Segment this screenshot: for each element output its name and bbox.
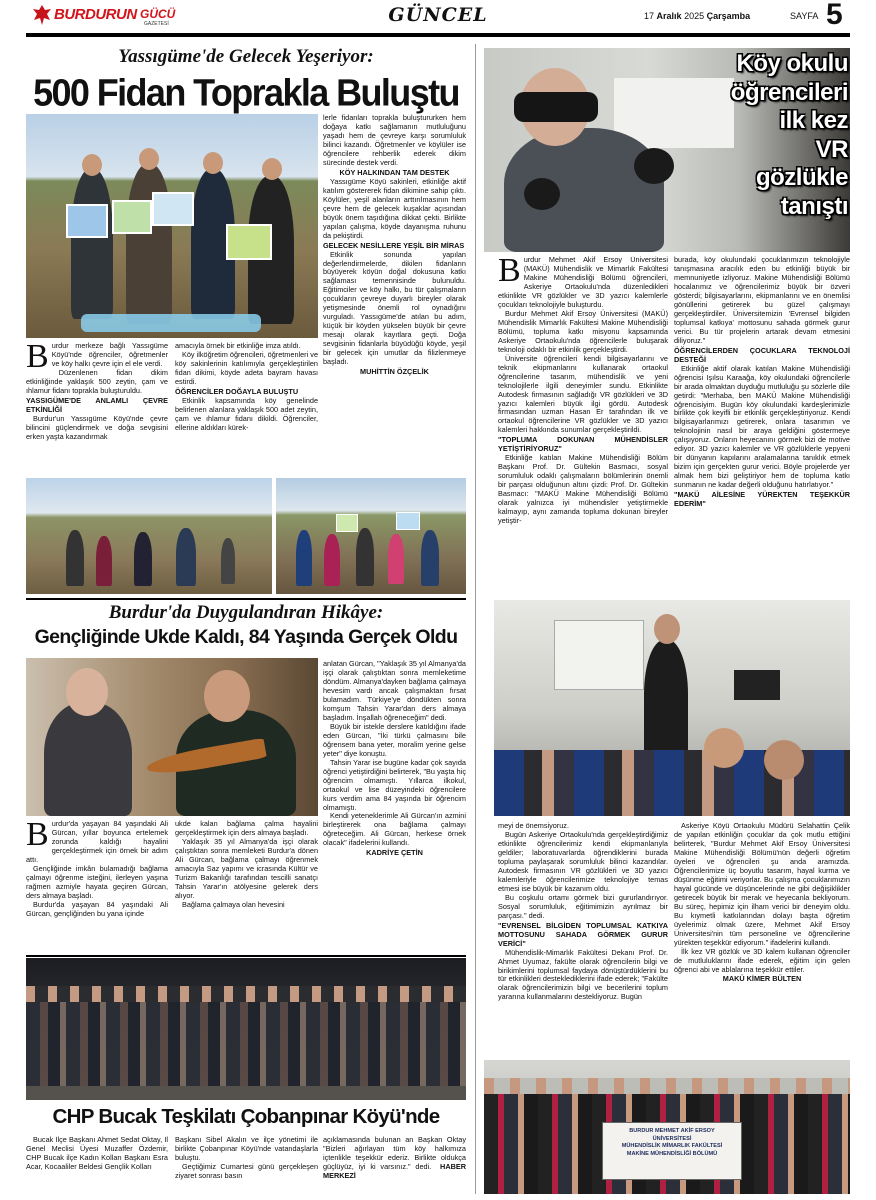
children-with-signs-photo <box>276 478 466 594</box>
article1-column-2: amacıyla örnek bir etkinliğe imza atıldı. Köy ilköğretim öğrencileri, öğretmenleri ve köy sakinlerinin katılımıyla gerçekleştirilen fidan dikimi, köyde adeta bayram havası estirdi. ÖĞRENCİLER DOĞAYLA BULUŞTU Etkinlik kapsamında köy genelinde belirlenen alanlara yaklaşık 500 adet zeytin, çam ve ıhlamur fidanı dikildi. Öğrenciler, ellerine aldıkları kürek- <box>175 342 318 432</box>
sign-3 <box>152 192 194 226</box>
dropcap: B <box>26 820 49 853</box>
dropcap: B <box>498 256 521 289</box>
article-headline[interactable]: Gençliğinde Ukde Kaldı, 84 Yaşında Gerçek Oldu <box>34 626 458 648</box>
date-day: 17 <box>644 11 655 21</box>
sign-4 <box>226 224 272 260</box>
article4-column-3: meyi de önemsiyoruz. Bugün Askeriye Ortaokulu'nda gerçekleştirdiğimiz etkinlikte öğrencilerimiz kendi ekipmanlarıyla geldiler; laboratuvarlarda öğrendiklerini burada topluma paylaşarak sorumluluk bilinci kazandılar. Autodesk firmasının VR gözlükleri ve 3D yazıcı kalemleriyle öğrencilerimize teknolojiye temas etmesi ise büyük bir kazanım oldu. Bu coşkulu ortamı görmek bizi gururlandırıyor. Sosyal sorumluluk, eğitimimizin ayrılmaz bir parçası." dedi. "EVRENSEL BİLGİDEN TOPLUMSAL KATKIYA MOTTOSUNU SAHADA GÖRMEK GURUR VERİCİ" Mühendislik-Mimarlık Fakültesi Dekanı Prof. Dr. Ahmet Uyumaz, fakülte olarak öğrencilerin bilgi ve birikimlerini toplumsal faydaya dönüştürdüklerini bu tür etkinlikleri desteklediklerini ifade ederek; "Fakülte olarak öğrencilerimizin bilgi ve becerilerini toplum yararına kullanmalarını destekliyoruz. Bugün <box>498 822 668 1002</box>
article2-column-3: anlatan Gürcan, "Yaklaşık 35 yıl Almanya'da işçi olarak çalıştıktan sonra memleketime döndüm. Almanya'dayken bağlama çalmaya hevesim vardı ancak çalışmaktan fırsat bulamadım. Türkiye'ye döndükten sonra komşum Tahsin Yarar'dan ders almaya başladım. İnşallah öğreneceğim" dedi. Büyük bir istekle derslere katıldığını ifade eden Gürcan, "İki türkü çalmasını bile öğrensem bana yeter, moralim yerine gelse yeter" diye konuştu. Tahsin Yarar ise bugüne kadar çok sayıda öğrenci yetiştirdiğini belirterek, "Bu yaşta hiç öğrencim olmamıştı. Yıllarca ilkokul, ortaokul ve lise düzeyindeki öğrencilere kurs verdim ama 84 yaşında bir öğrencim olmamıştı. Kendi yeteneklerimle Ali Gürcan'ın azmini birleştirerek ona bağlama çalmayı öğreteceğim. Ali Gürcan, herkese örnek olacak" ifadelerini kullandı. KADRİYE ÇETİN <box>323 660 466 858</box>
article3-byline: HABER MERKEZİ <box>323 1161 466 1180</box>
vr-controller <box>634 148 674 184</box>
article1-column-3: lerle fidanları toprakla buluştururken hem doğaya katkı sağlamanın mutluluğunu yaşadı hem de çevreye karşı sorumluluk bilinci kazandı. Öğretmenler ve köylüler ise öğrencilere rehberlik ederek dikim sürecinde destek verdi. KÖY HALKINDAN TAM DESTEK Yassıgüme Köyü sakinleri, etkinliğe aktif katılım göstererek fidan dikimine sahip çıktı. Köylüler, yeşil alanların arttırılmasının hem çevre hem de gelecek kuşaklar açısından büyük önem taşıdığına dikkat çekti. Birlikte yapılan çalışma, köyde dayanışma ruhunu da pekiştirdi. GELECEK NESİLLERE YEŞİL BİR MİRAS Etkinlik sonunda yapılan değerlendirmelerde, dikilen fidanların büyüyerek köyün doğal dokusuna katkı sağlaması temennisinde bulunuldu. Eğitimciler ve köy halkı, bu tür çalışmaların çocukların çevreye duyarlı bireyler olarak yetişmesinde önemli rol oynadığını vurguladı. Yassıgüme'de atılan bu adım, küçük bir köyden yükselen büyük bir çevre mesajı olarak kayıtlara geçti. Doğa sevgisinin fidanlarla büyüdüğü köyde, yeşil bir gelecek için umutlar da filizlenmeye başladı. MUHİTTİN ÖZÇELİK <box>323 114 466 377</box>
article-chp-visit <box>26 958 466 1194</box>
issue-date <box>644 11 750 21</box>
article-vr-glasses <box>484 48 850 1194</box>
classroom-vr-photo <box>494 600 850 816</box>
article2-column-2: ukde kalan bağlama çalma hayalini gerçekleştirmek için ders almaya başladı. Yaklaşık 35 yıl Almanya'da işçi olarak çalıştıktan sonra memleketi Burdur'a dönen Ali Gürcan, bağlama çalmayı öğrenmek amacıyla Saz yapımı ve icrasında Kültür ve Turizm Bakanlığı tarafından tescilli sanatçı Tahsin Yarar'ın atölyesine gelerek ders alıyor. Bağlama çalmaya olan hevesini <box>175 820 318 909</box>
article4-column-1: B urdur Mehmet Akif Ersoy Üniversitesi (MAKÜ) Mühendislik ve Mimarlık Fakültesi Makine Mühendisliği Bölümü öğrencileri, Askeriye Ortaokulu'nda düzenledikleri etkinlikte VR gözlükler ve 3D yazıcı kalemlerle çocukları teknolojiyle buluşturdu. Burdur Mehmet Akif Ersoy Üniversitesi (MAKÜ) Mühendislik Mimarlık Fakültesi Makine Mühendisliği Bölümü, topluma katkı misyonu kapsamında Askeriye Ortaokulu'nda öğrencilerle buluşarak teknoloji odaklı bir etkinlik gerçekleştirdi. Üniversite öğrencileri kendi bilgisayarlarını ve teknik ekipmanlarını kullanarak ortaokul öğrencilerine tasarım, mühendislik ve yeni teknolojilerle ilgili deneyimler sundu. Etkinlikte Autodesk firmasının sağladığı VR gözlükleri ve 3D yazıcı kalemleri büyük ilgi gördü. Autodesk firmasından uzman Hasan Er tarafından ilk ve ortaokul öğrencilerine VR gözlükler ve 3D yazıcı kalemleri hakkında sunumlar gerçekleştirildi. "TOPLUMA DOKUNAN MÜHENDİSLER YETİŞTİRİYORUZ" Etkinliğe katılan Makine Mühendisliği Bölüm Başkanı Prof. Dr. Gültekin Basmacı, sosyal sorumluluk odaklı çalışmaların bölümlerinin önemli bir parçası olduğunun altını çizdi: Prof. Dr. Gültekin Basmacı: "MAKÜ Makine Mühendisliği Bölümü olarak yalnızca iyi mühendisler yetiştirmekle kalmayıp, aynı zamanda topluma dokunan bireyler yetiştir- <box>498 256 668 526</box>
article-kicker: Burdur'da Duygulandıran Hikâye: <box>108 602 384 623</box>
page-number: 5 <box>826 0 843 31</box>
date-weekday: Çarşamba <box>706 11 751 21</box>
music-lesson-photo <box>26 658 318 816</box>
vr-headline: Köy okulu öğrencileri ilk kez VR gözlükle tanıştı <box>730 50 848 220</box>
article-headline[interactable]: 500 Fidan Toprakla Buluştu <box>33 70 459 114</box>
page-label: SAYFA <box>790 11 819 21</box>
page-header <box>26 0 850 40</box>
logo-text: BURDURUN <box>54 6 137 23</box>
dropcap: B <box>26 342 49 375</box>
section-divider <box>26 598 466 600</box>
article3-column-3: açıklamasında bulunan an Başkan Oktay "Bizleri ağırlayan tüm köy halkımıza içtenlikle teşekkür ederiz. Birlikte oldukça güçlüyüz, iyi ki varsınız." dedi. HABER MERKEZİ <box>323 1136 466 1180</box>
article3-column-2: Başkanı Sibel Akalın ve ilçe yönetimi ile birlikte Çobanpınar Köyü'nde vatandaşlarla buluştu. Geçtiğimiz Cumartesi günü gerçekleşen ziyaret sonrası basın <box>175 1136 318 1180</box>
article3-column-1: Bucak İlçe Başkanı Ahmet Sedat Oktay, İl Genel Meclisi Üyesi Muzaffer Özdemir, CHP Bucak ilçe Kadın Kolları Başkanı Esra Acar, Kocaaliler Beldesi Gençlik Kolları <box>26 1136 168 1171</box>
article1-column-1: B urdur merkeze bağlı Yassıgüme Köyü'nde öğrenciler, öğretmenler ve köy halkı çevre için el ele verdi. Düzenlenen fidan dikim etkinliğinde yaklaşık 500 zeytin, çam ve ıhlamur fidanı toprakla buluşturuldu. YASSIGÜME'DE ANLAMLI ÇEVRE ETKİNLİĞİ Burdur'un Yassıgüme Köyü'nde çevre bilincini güçlendirmek ve doğa sevgisini erken yaşta kazandırmak <box>26 342 168 441</box>
header-rule <box>26 33 850 37</box>
article-headline[interactable]: CHP Bucak Teşkilatı Çobanpınar Köyü'nde <box>52 1105 440 1128</box>
vr-student-photo <box>484 48 850 252</box>
article-baglama-story <box>26 602 466 952</box>
article4-column-4: Askeriye Köyü Ortaokulu Müdürü Selahattin Çelik de yapılan etkinliğin çocuklar da çok mutlu ettiğini belirterek, "Burdur Mehmet Akif Ersoy Üniversitesi Makine Mühendisliği Bölümü'nün değerli öğretim üyeleri ve öğrencileri şu anda aramızda. Öğrencilerimize üç boyutlu tasarım, hayal kurma ve düşünme eğitimi veriyorlar. Bu çalışma çocuklarımızın hayal gücünde ve düşüncelerinde ne gibi değişiklikler getirecek büyük bir merak ve heyecanla bekliyorum. Bu süreç, hepimiz için ilham verici bir deneyim oldu. Bu kıymetli katkılarından dolayı başta öğretim üyelerimiz olmak üzere, Mehmet Akif Ersoy Üniversitesi'nin tüm personeline ve öğrencilerine yürekten teşekkür ediyorum." ifadelerini kullandı. İlk kez VR gözlük ve 3D kalem kullanan öğrenciler de mutluluklarını ifade ederek, eğitim için gelen öğrenci abi ve ablalarına teşekkür ettiler. MAKÜ KİMER BÜLTEN <box>674 822 850 984</box>
logo-subtitle: GAZETESİ <box>144 21 169 27</box>
logo-highlight: GÜCÜ <box>140 7 176 21</box>
article2-byline: KADRİYE ÇETİN <box>366 848 423 858</box>
section-title: GÜNCEL <box>388 4 488 26</box>
article2-column-1: B urdur'da yaşayan 84 yaşındaki Ali Gürcan, yıllar boyunca ertelemek zorunda kaldığı hayalini gerçekleştirmek için örnek bir adım attı. Gençliğinde imkân bulamadığı bağlama çalmayı öğrenme isteğini, ilerleyen yaşına rağmen azmiyle hayata geçiren Gürcan, ders almaya başladı. Burdur'da yaşayan 84 yaşındaki Ali Gürcan, gençliğinden bu yana içinde <box>26 820 168 918</box>
column-divider <box>475 44 476 1194</box>
article4-byline: MAKÜ KİMER BÜLTEN <box>722 974 802 984</box>
planting-field-photo <box>26 478 272 594</box>
department-group-photo <box>484 1060 850 1194</box>
date-month: Aralık <box>656 11 682 21</box>
sign-1 <box>66 204 108 238</box>
sign-2 <box>112 200 152 234</box>
chp-group-photo <box>26 958 466 1100</box>
tree-planting-group-photo <box>26 114 318 338</box>
date-year: 2025 <box>684 11 705 21</box>
university-banner: BURDUR MEHMET AKİF ERSOY ÜNİVERSİTESİ MÜHENDİSLİK MİMARLIK FAKÜLTESİ MAKİNE MÜHENDİSLİĞİ BÖLÜMÜ <box>602 1122 742 1180</box>
article1-byline: MUHİTTİN ÖZÇELİK <box>360 367 429 377</box>
article-kicker: Yassıgüme'de Gelecek Yeşeriyor: <box>118 46 374 67</box>
article4-column-2: burada, köy okulundaki çocuklarımızın teknolojiyle tanışmasına aracılık eden bu etkinliği büyük bir memnuniyetle izliyoruz. Makine Mühendisliği Bölümü hocalarımız ve öğrencilerimiz büyük bir özveri gösterdi; bilgisayarlarını, ekipmanlarını ve en önemlisi gönüllerini getirerek bu güzel çalışmayı gerçekleştirdiler. Üniversitemizin 'Evrensel bilgiden toplumsal katkıya' mottosunu sahada görmek gurur verici. Bu tür projelerin artarak devam etmesini diliyoruz." ÖĞRENCİLERDEN ÇOCUKLARA TEKNOLOJİ DESTEĞİ Etkinliğe aktif olarak katılan Makine Mühendisliği öğrencisi Işılsu Karaağa, köy okulundaki öğrencilerle bir arada olmaktan duyduğu mutluluğu şu sözlerle dile getirdi: "Merhaba, ben MAKÜ Makine Mühendisliği öğrencisiyim. Bugün köy okulundaki kardeşlerimizle birlikte çok keyifli bir etkinlik gerçekleştiriyoruz. Kendi bilgisayarlarımızı getirerek, onlara tasarımın ve teknolojinin nasıl bir araya geldiğini göstermeye çalışıyoruz. Onların heyecanını görmek bizi de motive ediyor. 3D yazıcı kalemler ve VR gözlüklerle yepyeni bir dünyanın kapılarını aralamalarına tanıklık etmek bizim için gerçekten gurur verici. Böyle projelerde yer almak hem bizi geliştiriyor hem de topluma katkı sunmanın ne kadar değerli olduğunu hatırlatıyor." "MAKÜ AİLESİNE YÜREKTEN TEŞEKKÜR EDERİM" <box>674 256 850 509</box>
section-divider <box>26 955 466 957</box>
vr-controller <box>524 178 560 210</box>
vr-headset <box>514 92 598 122</box>
article-tree-planting <box>26 44 466 594</box>
